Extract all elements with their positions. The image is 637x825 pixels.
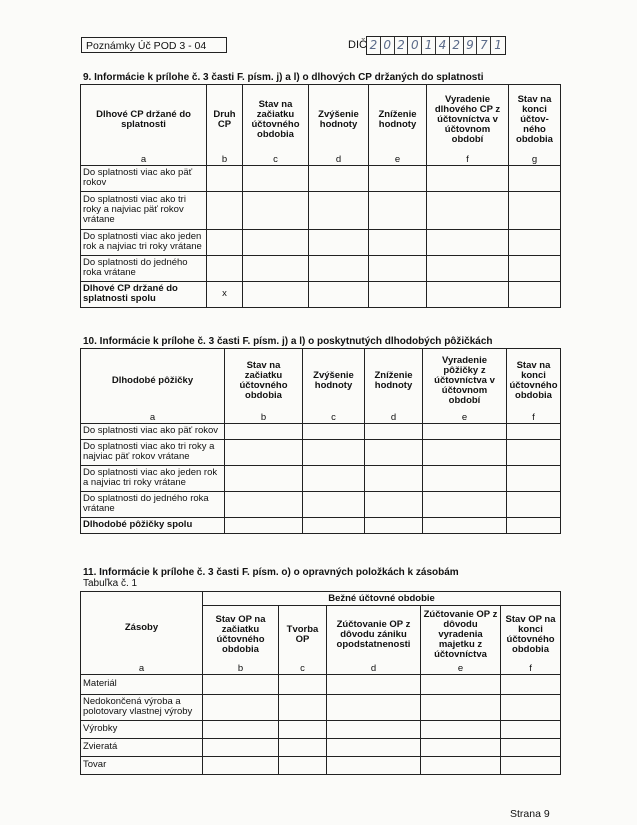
- table-cell[interactable]: [369, 165, 427, 191]
- table-cell[interactable]: [509, 165, 561, 191]
- page-number: Strana 9: [510, 808, 550, 820]
- table-row: [81, 756, 561, 774]
- table-cell[interactable]: [309, 281, 369, 307]
- table-cell[interactable]: [243, 229, 309, 255]
- column-letter: b: [203, 664, 279, 675]
- table-cell[interactable]: [509, 229, 561, 255]
- table-cell[interactable]: [309, 255, 369, 281]
- column-header: Vyradenie dlhového CP z účtovníctva v účtovnom období: [427, 85, 509, 155]
- table-cell[interactable]: [303, 439, 365, 465]
- table-cell[interactable]: [421, 738, 501, 756]
- table-cell[interactable]: [225, 465, 303, 491]
- table-label: Tabuľka č. 1: [83, 578, 138, 589]
- column-header: Stav na začiatku účtovného obdobia: [225, 349, 303, 413]
- column-letter: c: [303, 413, 365, 424]
- column-header: Vyradenie pôžičky z účtovníctva v účtovnom období: [423, 349, 507, 413]
- table-cell[interactable]: [369, 191, 427, 229]
- table-cell[interactable]: [303, 517, 365, 533]
- table-cell[interactable]: [421, 674, 501, 694]
- table-cell[interactable]: [279, 738, 327, 756]
- dic-label: DIČ: [348, 39, 367, 51]
- column-letter: d: [327, 664, 421, 675]
- table-cell[interactable]: [207, 165, 243, 191]
- column-letter: f: [501, 664, 561, 675]
- column-letter: a: [81, 413, 225, 424]
- row-label: Do splatnosti do jedného roka vrátane: [81, 491, 225, 517]
- table-cell[interactable]: [309, 229, 369, 255]
- table-cell[interactable]: [203, 720, 279, 738]
- table-cell[interactable]: [421, 756, 501, 774]
- table-cell[interactable]: [369, 255, 427, 281]
- dic-digit: 2: [367, 37, 381, 54]
- row-label: Zvieratá: [81, 738, 203, 756]
- column-header: Stav OP na konci účtovného obdobia: [501, 606, 561, 664]
- table-cell[interactable]: [421, 720, 501, 738]
- row-label: Dlhové CP držané do splatnosti spolu: [81, 281, 207, 307]
- table-cell[interactable]: [203, 694, 279, 720]
- table-cell[interactable]: [369, 229, 427, 255]
- table-cell[interactable]: [509, 191, 561, 229]
- section-11-table: [80, 591, 561, 775]
- table-cell[interactable]: [501, 694, 561, 720]
- dic-digit-boxes: [366, 36, 506, 55]
- row-label: Materiál: [81, 674, 203, 694]
- table-cell[interactable]: [327, 756, 421, 774]
- column-letter: e: [423, 413, 507, 424]
- table-cell[interactable]: [365, 517, 423, 533]
- table-cell[interactable]: [303, 465, 365, 491]
- table-cell[interactable]: [225, 439, 303, 465]
- dic-digit: 2: [450, 37, 464, 54]
- table-cell[interactable]: [423, 465, 507, 491]
- column-letter-row: [81, 664, 561, 675]
- table-header-row: [81, 85, 561, 155]
- table-cell[interactable]: [507, 439, 561, 465]
- dic-digit: 0: [408, 37, 422, 54]
- column-letter: e: [421, 664, 501, 675]
- column-header: Stav na konci účtovného obdobia: [507, 349, 561, 413]
- table-row: [81, 491, 561, 517]
- table-cell[interactable]: [365, 491, 423, 517]
- table-cell[interactable]: [427, 191, 509, 229]
- group-header: Bežné účtovné obdobie: [203, 592, 561, 606]
- column-header: Zúčtovanie OP z dôvodu zániku opodstatnenosti: [327, 606, 421, 664]
- column-header: Zúčtovanie OP z dôvodu vyradenia majetku z účtovníctva: [421, 606, 501, 664]
- row-label: Do splatnosti viac ako tri roky a najviac päť rokov vrátane: [81, 439, 225, 465]
- row-label: Do splatnosti do jedného roka vrátane: [81, 255, 207, 281]
- table-cell[interactable]: [207, 255, 243, 281]
- table-row: [81, 165, 561, 191]
- table-group-header-row: [81, 592, 561, 606]
- table-cell[interactable]: [427, 229, 509, 255]
- column-header: Zásoby: [81, 592, 203, 664]
- row-label: Výrobky: [81, 720, 203, 738]
- column-header: Druh CP: [207, 85, 243, 155]
- table-cell[interactable]: [243, 255, 309, 281]
- column-letter: b: [225, 413, 303, 424]
- table-cell[interactable]: [507, 517, 561, 533]
- table-cell[interactable]: [279, 720, 327, 738]
- table-row: [81, 255, 561, 281]
- table-cell[interactable]: [423, 423, 507, 439]
- row-label: Do splatnosti viac ako päť rokov: [81, 165, 207, 191]
- table-row: [81, 738, 561, 756]
- row-label: Nedokončená výroba a polotovary vlastnej výroby: [81, 694, 203, 720]
- table-header-row: [81, 349, 561, 413]
- table-cell[interactable]: [507, 423, 561, 439]
- table-cell[interactable]: [279, 674, 327, 694]
- table-cell[interactable]: [309, 165, 369, 191]
- column-header: Stav na začiatku účtovného obdobia: [243, 85, 309, 155]
- table-cell[interactable]: [327, 694, 421, 720]
- column-letter: f: [507, 413, 561, 424]
- table-cell[interactable]: [509, 255, 561, 281]
- table-cell[interactable]: [365, 439, 423, 465]
- column-header: Dlhodobé pôžičky: [81, 349, 225, 413]
- table-row: [81, 439, 561, 465]
- table-cell[interactable]: [279, 694, 327, 720]
- row-label: Do splatnosti viac ako jeden rok a najviac tri roky vrátane: [81, 229, 207, 255]
- table-row: [81, 191, 561, 229]
- table-cell[interactable]: [509, 281, 561, 307]
- table-total-row: [81, 281, 561, 307]
- table-cell[interactable]: [203, 674, 279, 694]
- form-name-box: Poznámky Úč POD 3 - 04: [81, 37, 227, 53]
- column-letter: e: [369, 155, 427, 166]
- table-row: [81, 694, 561, 720]
- table-cell[interactable]: [365, 423, 423, 439]
- column-header: Zníženie hodnoty: [369, 85, 427, 155]
- table-cell[interactable]: [225, 517, 303, 533]
- dic-digit: 4: [436, 37, 450, 54]
- section-10-title: 10. Informácie k prílohe č. 3 časti F. písm. j) a l) o poskytnutých dlhodobých pôžičkách: [83, 336, 493, 347]
- table-cell[interactable]: [279, 756, 327, 774]
- table-cell[interactable]: [243, 191, 309, 229]
- column-header: Zvýšenie hodnoty: [309, 85, 369, 155]
- dic-digit: 2: [395, 37, 409, 54]
- row-label: Dlhodobé pôžičky spolu: [81, 517, 225, 533]
- table-cell[interactable]: [423, 517, 507, 533]
- column-header: Tvorba OP: [279, 606, 327, 664]
- column-header: Zvýšenie hodnoty: [303, 349, 365, 413]
- dic-digit: 9: [464, 37, 478, 54]
- table-cell[interactable]: [507, 465, 561, 491]
- table-cell[interactable]: x: [207, 281, 243, 307]
- table-row: [81, 465, 561, 491]
- table-cell[interactable]: [501, 674, 561, 694]
- table-cell[interactable]: [225, 491, 303, 517]
- column-header: Stav OP na začiatku účtovného obdobia: [203, 606, 279, 664]
- row-label: Do splatnosti viac ako päť rokov: [81, 423, 225, 439]
- column-letter-row: [81, 155, 561, 166]
- section-10-table: [80, 348, 561, 534]
- table-cell[interactable]: [207, 229, 243, 255]
- table-cell[interactable]: [303, 423, 365, 439]
- column-header: Zníženie hodnoty: [365, 349, 423, 413]
- table-cell[interactable]: [243, 165, 309, 191]
- table-cell[interactable]: [501, 720, 561, 738]
- dic-digit: 7: [477, 37, 491, 54]
- column-letter: d: [309, 155, 369, 166]
- table-cell[interactable]: [369, 281, 427, 307]
- table-cell[interactable]: [225, 423, 303, 439]
- column-letter: f: [427, 155, 509, 166]
- column-header: Dlhové CP držané do splatnosti: [81, 85, 207, 155]
- row-label: Do splatnosti viac ako jeden rok a najviac tri roky vrátane: [81, 465, 225, 491]
- table-cell[interactable]: [501, 756, 561, 774]
- dic-digit: 0: [381, 37, 395, 54]
- table-cell[interactable]: [203, 738, 279, 756]
- section-11-title: 11. Informácie k prílohe č. 3 časti F. písm. o) o opravných položkách k zásobám: [83, 567, 459, 578]
- table-cell[interactable]: [423, 491, 507, 517]
- table-cell[interactable]: [365, 465, 423, 491]
- table-cell[interactable]: [309, 191, 369, 229]
- column-letter-row: [81, 413, 561, 424]
- table-row: [81, 229, 561, 255]
- table-cell[interactable]: [423, 439, 507, 465]
- table-cell[interactable]: [427, 281, 509, 307]
- column-letter: a: [81, 155, 207, 166]
- table-cell[interactable]: [507, 491, 561, 517]
- table-cell[interactable]: [243, 281, 309, 307]
- column-letter: d: [365, 413, 423, 424]
- row-label: Do splatnosti viac ako tri roky a najviac päť rokov vrátane: [81, 191, 207, 229]
- column-letter: g: [509, 155, 561, 166]
- table-cell[interactable]: [327, 720, 421, 738]
- table-cell[interactable]: [427, 255, 509, 281]
- table-cell[interactable]: [203, 756, 279, 774]
- section-9-table: [80, 84, 561, 308]
- table-cell[interactable]: [207, 191, 243, 229]
- table-row: [81, 423, 561, 439]
- column-letter: b: [207, 155, 243, 166]
- table-cell[interactable]: [421, 694, 501, 720]
- column-letter: c: [279, 664, 327, 675]
- dic-digit: 1: [422, 37, 436, 54]
- row-label: Tovar: [81, 756, 203, 774]
- section-9-title: 9. Informácie k prílohe č. 3 časti F. písm. j) a l) o dlhových CP držaných do splatnosti: [83, 72, 484, 83]
- column-letter: c: [243, 155, 309, 166]
- column-header: Stav na konci účtov-ného obdobia: [509, 85, 561, 155]
- table-cell[interactable]: [427, 165, 509, 191]
- table-cell[interactable]: [327, 674, 421, 694]
- table-row: [81, 674, 561, 694]
- dic-digit: 1: [494, 38, 502, 52]
- table-cell[interactable]: [303, 491, 365, 517]
- table-row: [81, 720, 561, 738]
- table-cell[interactable]: [501, 738, 561, 756]
- table-cell[interactable]: [327, 738, 421, 756]
- table-total-row: [81, 517, 561, 533]
- column-letter: a: [81, 664, 203, 675]
